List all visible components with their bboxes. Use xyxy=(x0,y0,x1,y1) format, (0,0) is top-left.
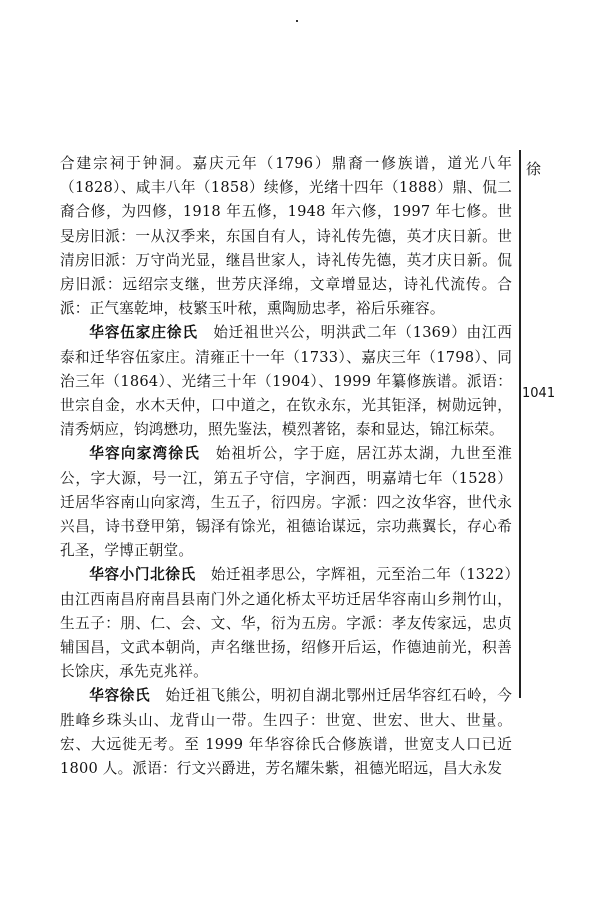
paragraph xyxy=(60,442,512,563)
paragraph xyxy=(60,684,512,781)
paragraph-text: 始迁祖飞熊公，明初自湖北鄂州迁居华容红石岭，今胜峰乡珠头山、龙背山一带。生四子：世宽、世宏、世大、世量。宏、大远徙无考。至 1999 年华容徐氏合修族谱，世宽支人口已近 1800 人。派语：行文兴爵进，芳名耀朱紫，祖德光昭远，昌大永发 xyxy=(60,687,513,778)
paragraph-text: 始迁祖世兴公，明洪武二年（1369）由江西泰和迁华容伍家庄。清雍正十一年（1733）、嘉庆三年（1798）、同治三年（1864）、光绪三十年（1904）、1999 年纂修族谱。派语：世宗自金，水木天仲，口中道之，在钦永东，光其钜泽，树勋远钟，清秀炳应，钧鸿懋功，照先鉴法，模烈著铭，泰和显达，锦江标荣。 xyxy=(60,324,513,439)
page-number: 1041 xyxy=(522,386,556,401)
section-heading: 华容伍家庄徐氏 xyxy=(89,324,198,342)
section-heading: 华容向家湾徐氏 xyxy=(89,445,201,463)
margin-rule xyxy=(519,150,521,698)
section-heading: 华容小门北徐氏 xyxy=(89,566,196,584)
paragraph xyxy=(60,321,512,442)
page-cutoff xyxy=(60,856,512,909)
section-heading: 华容徐氏 xyxy=(89,687,151,705)
top-dot xyxy=(296,20,298,22)
paragraph xyxy=(60,563,512,684)
paragraph-text: 始祖圻公，字于庭，居江苏太湖，九世至淮公，字大源，号一江，第五子守信，字涧西，明嘉靖七年（1528）迁居华容南山向家湾，生五子，衍四房。字派：四之汝华容，世代永兴昌，诗书登甲第，锡泽有馀光，祖德诒谋远，宗功燕翼长，存心希孔圣，学博正朝堂。 xyxy=(60,445,512,560)
paragraph-text: 合建宗祠于钟洞。嘉庆元年（1796）鼎裔一修族谱，道光八年（1828）、咸丰八年（1858）续修，光绪十四年（1888）鼎、侃二裔合修，为四修，1918 年五修，1948 年六修，1997 年七修。世旻房旧派：一从汉季来，东国自有人，诗礼传先德，英才庆日新。世清房旧派：万守尚光显，继昌世家人，诗礼传先德，英才庆日新。侃房旧派：远绍宗支继，世芳庆泽绵，文章增显达，诗礼代流传。合派：正气塞乾坤，枝繁玉叶秾，熏陶励忠孝，裕后乐雍容。 xyxy=(60,155,512,318)
page-body xyxy=(60,152,512,781)
paragraph xyxy=(60,152,512,321)
paragraph-text: 始迁祖孝思公，字辉祖，元至治二年（1322）由江西南昌府南昌县南门外之通化桥太平坊迁居华容南山乡荆竹山，生五子：朋、仁、会、文、华，衍为五房。字派：孝友传家远，忠贞辅国昌，文武本朝尚，声名继世扬，绍修开后运，作德迪前光，积善长馀庆，承先克兆祥。 xyxy=(60,566,512,681)
side-label: 徐 xyxy=(526,160,542,178)
